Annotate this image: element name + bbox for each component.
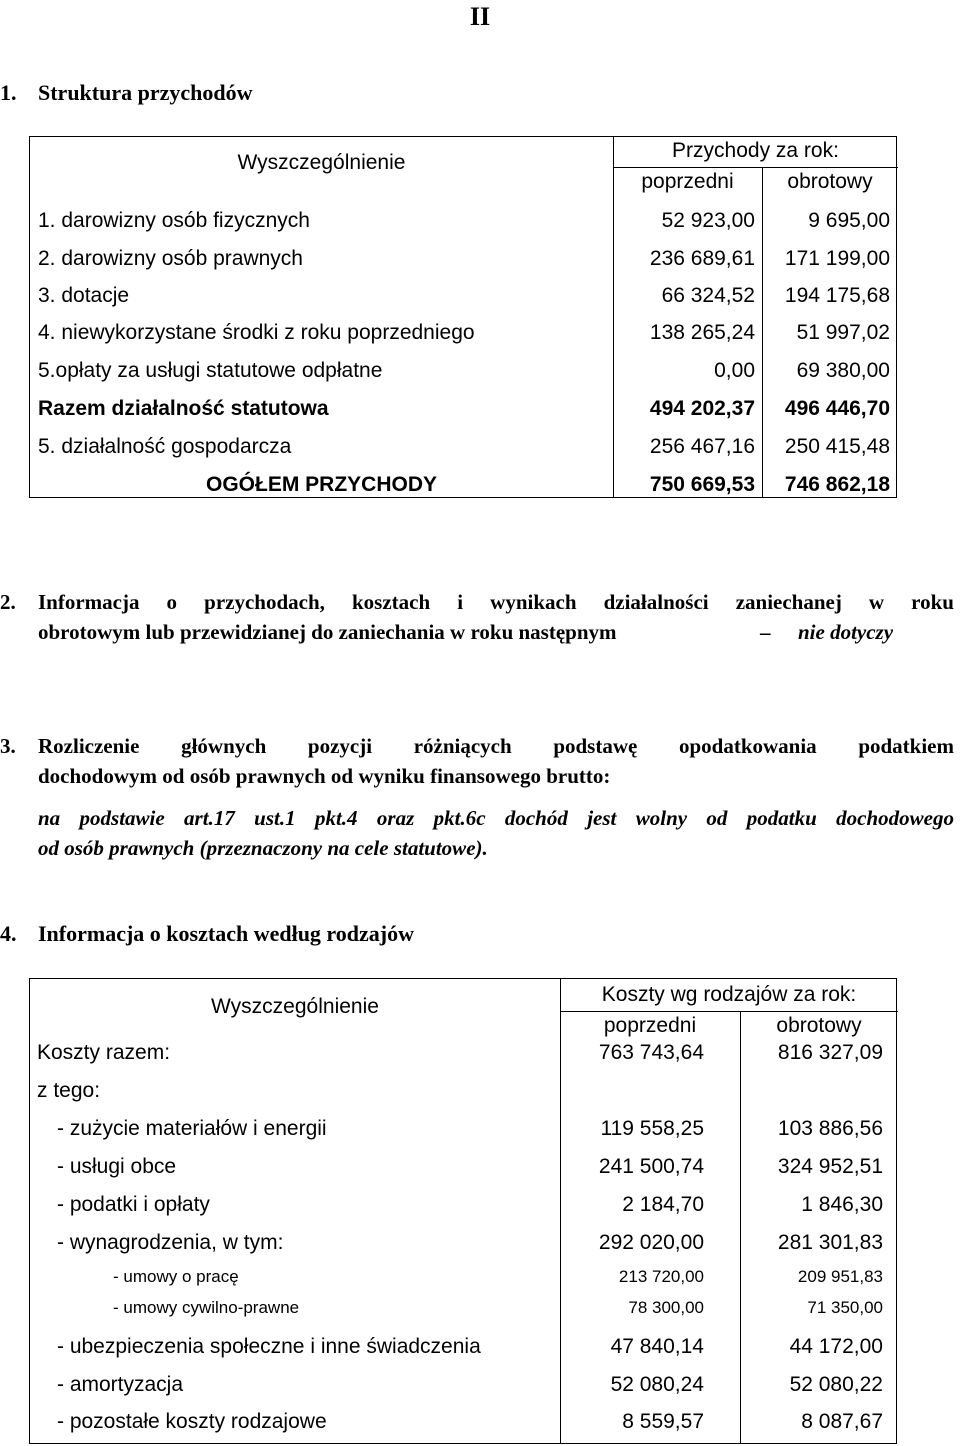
revenue-row-label: 2. darowizny osób prawnych: [38, 247, 303, 270]
section-3: [0, 731, 954, 863]
revenue-row-label: 1. darowizny osób fizycznych: [38, 209, 310, 232]
costs-row-previous: 213 720,00: [618, 1267, 704, 1286]
revenue-row-label: 5. działalność gospodarcza: [38, 435, 292, 458]
section-3-number: 3.: [0, 734, 16, 758]
revenue-header-previous: poprzedni: [641, 170, 734, 193]
revenue-row-label: 3. dotacje: [38, 284, 130, 307]
costs-table: [29, 978, 897, 1444]
section-3-line-2: dochodowym od osób prawnych od wyniku finansowego brutto:: [38, 764, 611, 788]
costs-row-label: - ubezpieczenia społeczne i inne świadczenia: [57, 1335, 481, 1358]
costs-row-previous: 241 500,74: [598, 1155, 704, 1178]
revenue-row-current: 51 997,02: [796, 321, 890, 344]
revenue-row-previous: 750 669,53: [649, 473, 755, 496]
costs-row-label: - umowy o pracę: [113, 1267, 239, 1286]
costs-row-label: - wynagrodzenia, w tym:: [57, 1231, 284, 1254]
page-number: II: [469, 2, 491, 31]
revenue-row-label: 5.opłaty za usługi statutowe odpłatne: [38, 359, 383, 382]
costs-row-current: 209 951,83: [797, 1267, 883, 1286]
section-4-number: 4.: [0, 921, 17, 946]
revenue-row-current: 746 862,18: [784, 473, 890, 496]
section-2: [0, 587, 954, 647]
costs-header-previous: poprzedni: [603, 1014, 697, 1037]
costs-row-current: 52 080,22: [789, 1373, 883, 1396]
section-3-line-1: Rozliczenie głównych pozycji różniących podstawę opodatkowania podatkiem: [38, 734, 954, 758]
costs-row-label: - podatki i opłaty: [57, 1193, 210, 1216]
section-2-number: 2.: [0, 590, 16, 614]
section-3-italic-2: od osób prawnych (przeznaczony na cele statutowe).: [38, 836, 488, 860]
section-4-title: Informacja o kosztach według rodzajów: [38, 921, 415, 946]
costs-row-label: - pozostałe koszty rodzajowe: [57, 1410, 327, 1433]
revenue-row-previous: 494 202,37: [649, 397, 755, 420]
revenue-row-previous: 0,00: [714, 359, 755, 382]
section-4-heading: [0, 921, 414, 947]
costs-row-current: 8 087,67: [801, 1410, 883, 1433]
costs-row-previous: 52 080,24: [610, 1373, 704, 1396]
revenue-row-current: 9 695,00: [808, 209, 890, 232]
revenue-row-previous: 66 324,52: [661, 284, 755, 307]
costs-row-current: 44 172,00: [789, 1335, 883, 1358]
costs-header-description: Wyszczególnienie: [211, 995, 379, 1018]
revenue-table-header-rule: [613, 167, 898, 168]
revenue-row-previous: 138 265,24: [649, 321, 755, 344]
revenue-row-label: 4. niewykorzystane środki z roku poprzedniego: [38, 321, 475, 344]
costs-row-current: 816 327,09: [777, 1041, 883, 1064]
costs-row-label: - amortyzacja: [57, 1373, 184, 1396]
costs-row-previous: 2 184,70: [622, 1193, 704, 1216]
costs-row-current: 324 952,51: [777, 1155, 883, 1178]
section-2-line-2: obrotowym lub przewidzianej do zaniechania w roku następnym: [38, 620, 617, 644]
section-1-heading: [0, 80, 253, 106]
costs-table-header-rule: [560, 1011, 898, 1012]
revenue-row-current: 496 446,70: [784, 397, 890, 420]
costs-row-previous: 78 300,00: [628, 1298, 704, 1317]
section-3-italic-1: na podstawie art.17 ust.1 pkt.4 oraz pkt.6c dochód jest wolny od podatku dochodowego: [38, 806, 954, 830]
costs-row-label: - umowy cywilno-prawne: [113, 1298, 300, 1317]
revenue-row-current: 171 199,00: [784, 247, 890, 270]
costs-row-previous: 47 840,14: [610, 1335, 704, 1358]
revenue-row-previous: 52 923,00: [661, 209, 755, 232]
revenue-header-description: Wyszczególnienie: [237, 151, 406, 174]
revenue-table: [29, 136, 897, 498]
revenue-header-group: Przychody za rok:: [672, 139, 839, 162]
costs-header-current: obrotowy: [776, 1014, 862, 1037]
costs-row-current: 103 886,56: [777, 1117, 883, 1140]
section-2-dash: –: [760, 620, 771, 644]
revenue-row-previous: 256 467,16: [649, 435, 755, 458]
revenue-row-current: 250 415,48: [784, 435, 890, 458]
revenue-row-current: 69 380,00: [796, 359, 890, 382]
section-2-line-1: Informacja o przychodach, kosztach i wynikach działalności zaniechanej w roku: [38, 590, 954, 614]
costs-row-label: - zużycie materiałów i energii: [57, 1117, 327, 1140]
costs-row-current: 1 846,30: [801, 1193, 883, 1216]
costs-row-label: z tego:: [37, 1079, 101, 1102]
costs-row-label: Koszty razem:: [37, 1041, 171, 1064]
section-2-note: nie dotyczy: [798, 620, 894, 644]
costs-row-previous: 119 558,25: [600, 1117, 704, 1140]
costs-row-previous: 8 559,57: [622, 1410, 704, 1433]
section-1-title: Struktura przychodów: [38, 80, 253, 105]
revenue-header-current: obrotowy: [787, 170, 873, 193]
costs-row-current: 71 350,00: [807, 1298, 883, 1317]
revenue-row-label: Razem działalność statutowa: [38, 397, 329, 420]
revenue-row-label: OGÓŁEM PRZYCHODY: [205, 473, 437, 496]
revenue-row-previous: 236 689,61: [649, 247, 755, 270]
costs-row-current: 281 301,83: [777, 1231, 883, 1254]
revenue-row-current: 194 175,68: [784, 284, 890, 307]
costs-row-label: - usługi obce: [57, 1155, 177, 1178]
section-1-number: 1.: [0, 80, 17, 105]
costs-row-previous: 763 743,64: [598, 1041, 704, 1064]
costs-row-previous: 292 020,00: [598, 1231, 704, 1254]
costs-header-group: Koszty wg rodzajów za rok:: [601, 983, 857, 1006]
